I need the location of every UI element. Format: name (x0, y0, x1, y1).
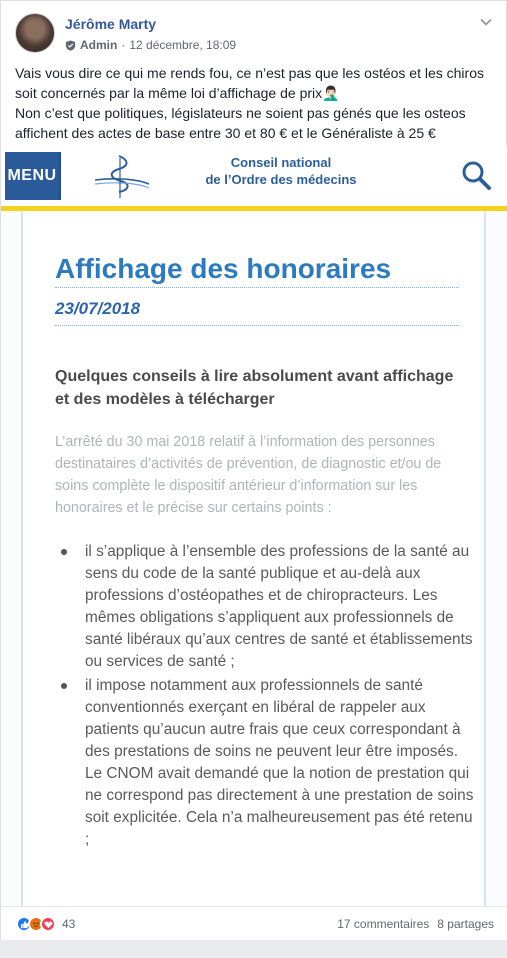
organization-name-line-2: de l’Ordre des médecins (205, 172, 357, 187)
author-avatar[interactable] (15, 13, 55, 53)
cnom-header-bar (1, 146, 507, 206)
reactions-summary[interactable] (16, 916, 75, 932)
bullet-dot (61, 683, 67, 689)
article-date: 23/07/2018 (55, 299, 141, 318)
date-divider (55, 325, 459, 326)
reaction-count: 43 (62, 917, 76, 931)
list-item (55, 541, 475, 673)
menu-button-edge (59, 152, 61, 200)
article-subtitle: Quelques conseils à lire absolument avant affichage et des modèles à télécharger (55, 368, 454, 408)
shield-badge-icon (65, 40, 76, 51)
menu-button: MENU (5, 152, 59, 200)
post-meta (65, 38, 236, 52)
post-footer (1, 906, 507, 940)
love-reaction-icon (40, 916, 56, 932)
list-item-text: il impose notamment aux professionnels de santé conventionnés exerçant en libéral de rappeler aux patients qu’aucun autre frais que ceux correspondant à des prestations de soins ne peuvent leur être imposés. Le CNOM avait demandé que la notion de prestation qui ne correspond pas directement à une prestation de soins soit explicitée. Cela n’a malheureusement pas été retenu ; (85, 677, 474, 848)
article-title: Affichage des honoraires (55, 253, 392, 284)
author-name[interactable]: Jérôme Marty (65, 16, 157, 32)
organization-name (196, 154, 366, 188)
post-timestamp[interactable]: 12 décembre, 18:09 (129, 38, 237, 52)
admin-role-label: Admin (80, 38, 118, 52)
meta-separator: · (121, 38, 126, 52)
list-item-text: il s’applique à l’ensemble des professions de la santé au sens du code de la santé publique et au-delà aux professions d’ostéopathes et de chiropracteurs. Les mêmes obligations s’appliquent aux professionnels de santé libéraux qu’aux centres de santé et établissements ou services de santé ; (85, 543, 473, 670)
bullet-dot (61, 549, 67, 555)
post-text (15, 63, 495, 143)
comments-count-link[interactable]: 17 commentaires (337, 917, 430, 931)
article-intro: L’arrêté du 30 mai 2018 relatif à l’information des personnes destinataires d’activités de prévention, de diagnostic et/ou de soins complète le dispositif antérieur d’information sur les honoraires et le précise sur certains points : (55, 434, 442, 516)
organization-name-line-1: Conseil national (230, 155, 332, 170)
title-divider (55, 287, 459, 288)
shared-image[interactable] (1, 146, 507, 906)
article-panel (21, 211, 486, 906)
search-icon (459, 158, 493, 192)
chevron-down-icon[interactable] (479, 15, 493, 29)
caduceus-logo-icon (91, 154, 151, 200)
post-text-line-1: Vais vous dire ce qui me rends fou, ce n’est pas que les ostéos et les chiros soit concernés par la même loi d’affichage de prix🤦🏻‍♂️ (15, 65, 484, 101)
post-text-line-2: Non c’est que politiques, législateurs ne soient pas génés que les osteos affichent des actes de base entre 30 et 80 € et le Généraliste à 25 € (15, 105, 466, 141)
engagement-counts (337, 917, 494, 931)
shares-count-link[interactable]: 8 partages (437, 917, 494, 931)
article-bullet-list (55, 541, 475, 853)
list-item (55, 675, 475, 851)
post-header (15, 13, 495, 57)
